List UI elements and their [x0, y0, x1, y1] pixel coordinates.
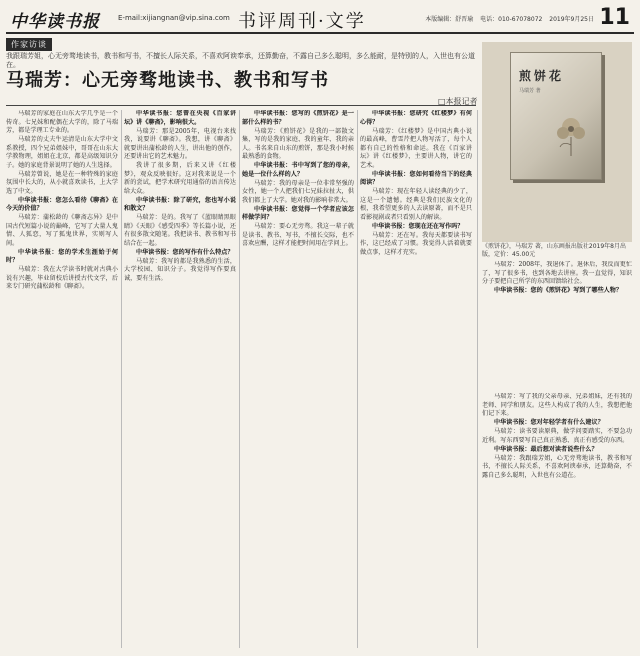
- interview-question: 中华读书报：您觉得一个学者应该怎样做学问？: [242, 205, 354, 221]
- article-column-2: [124, 110, 236, 648]
- masthead: [6, 4, 634, 34]
- book-cover: [510, 52, 602, 180]
- interview-question: 中华读书报：您如何看待当下的经典阅读？: [360, 170, 472, 186]
- article-paragraph: 马瑞芳：那是2005年，电视台来找我，说要讲《聊斋》。我想，讲《聊斋》就要讲出蒲松龄的人生，讲出他的创作，还要讲出它的艺术魅力。: [124, 127, 236, 160]
- article-paragraph: 我讲了很多期，后来又讲《红楼梦》，观众反映很好。这对我来说是一个新的尝试，把学术研究用通俗的语言传达给大众。: [124, 162, 236, 195]
- interview-question: 中华读书报：书中写到了您的母亲，她是一位什么样的人？: [242, 162, 354, 178]
- newspaper-logo: 中华读书报: [10, 12, 100, 32]
- article-column-5: [482, 261, 632, 393]
- column-divider: [121, 110, 122, 648]
- article-paragraph: 马瑞芳：我在大学读书时就对古典小说有兴趣，毕业留校后讲授古代文学，后来专门研究蒲松龄和《聊斋》。: [6, 266, 118, 290]
- interview-question: 中华读书报：您怎么看待《聊斋》在今天的价值？: [6, 196, 118, 212]
- issue-date: 2019年9月25日: [549, 16, 594, 23]
- article-paragraph: 马瑞芳的丈夫牛运清是山东大学中文系教授，四个兄弟姐妹中，哥哥在山东大学教物理，姐姐在北京，都是高级知识分子。她的家庭背景说明了她的人生选择。: [6, 136, 118, 169]
- interview-question: 中华读书报：您现在还在写作吗？: [372, 222, 464, 230]
- divider: [6, 105, 476, 106]
- interview-question: 中华读书报：您对年轻学者有什么建议？: [494, 419, 604, 426]
- article-paragraph: 马瑞芳：写了我的父亲母亲、兄弟姐妹，还有我的老师、同学和朋友。这些人构成了我的人生，我想把他们记下来。: [482, 393, 632, 417]
- masthead-meta: [420, 14, 594, 23]
- book-caption: 《煎饼花》，马瑞芳 著，山东画报出版社2019年8月出版，定价：45.00元: [482, 243, 626, 258]
- page-number: 11: [599, 5, 630, 30]
- editor-email: E-mail:xijiangnan@vip.sina.com: [118, 14, 230, 22]
- article-paragraph: 马瑞芳：《红楼梦》是中国古典小说的最高峰，曹雪芹把人物写活了，每个人都有自己的性格和命运。我在《百家讲坛》讲《红楼梦》，主要讲人物，讲它的艺术。: [360, 127, 472, 169]
- article-paragraph: 马瑞芳：要心无旁骛。我这一辈子就是读书、教书、写书，不擅长交际，也不喜欢应酬，这样才能把时间用在学问上。: [242, 223, 354, 247]
- article-paragraph: 马瑞芳：我跟瑞芳姐，心无旁骛地读书，教书和写书，不擅长人际关系，不喜欢阿谀奉承，还算勤奋，不露自己多么聪明，入世也有公道在。: [482, 454, 632, 479]
- article-paragraph: 马瑞芳：我的母亲是一位非常坚强的女性，她一个人把我们七兄妹拉扯大，供我们都上了大学。她对我的影响非常大。: [242, 179, 354, 204]
- interview-question: 中华读书报：您的写作有什么特点？: [136, 248, 234, 256]
- byline-prefix: □本报记者: [438, 97, 478, 106]
- article-paragraph: 马瑞芳：蒲松龄的《聊斋志异》是中国古代短篇小说的巅峰，它写了大量人鬼情、人狐恋，写了狐鬼世界，实则写人间。: [6, 214, 118, 247]
- column-tag: 作家访谈: [6, 38, 52, 51]
- article-column-1: [6, 110, 118, 648]
- article-column-4: [360, 110, 472, 648]
- editor-credit: 本版编辑：舒晋瑜: [425, 16, 474, 23]
- article-headline: 马瑞芳：心无旁骛地读书、教书和写书: [6, 70, 329, 91]
- interview-question: 中华读书报：您写的《煎饼花》是一部什么样的书？: [242, 110, 354, 126]
- interview-question: 中华读书报：您研究《红楼梦》有何心得？: [360, 110, 472, 126]
- article-paragraph: 马瑞芳：读书要读原典，做学问要踏实，不要急功近利。写东西要写自己真正熟悉、真正有感受的东西。: [482, 428, 632, 444]
- article-paragraph: 马瑞芳：还在写。我每天都要读书写作，这已经成了习惯。我觉得人活着就要做点事，这样才充实。: [360, 231, 472, 256]
- column-divider: [477, 110, 478, 648]
- article-paragraph: 马瑞芳：现在年轻人读经典的少了，这是一个遗憾。经典是我们民族文化的根，我希望更多的人去读原著，而不是只看影视剧或者只看别人的解读。: [360, 188, 472, 221]
- book-cover-title: 煎饼花: [519, 69, 565, 83]
- interview-question: 中华读书报：最后想对读者说些什么？: [494, 445, 598, 453]
- interview-question: 中华读书报：您曾在央视《百家讲坛》讲《聊斋》，影响很大。: [124, 110, 236, 126]
- article-paragraph: 马瑞芳：2008年，我退休了。退休后，我反而更忙了，写了很多书，也到各地去讲座。我一直觉得，知识分子要把自己所学的东西回馈给社会。: [482, 261, 632, 285]
- article-column-3: [242, 110, 354, 648]
- flower-illustration: [551, 111, 591, 157]
- column-divider: [357, 110, 358, 648]
- section-title: 书评周刊·文学: [238, 11, 366, 32]
- intro-quote: 我跟瑞芳姐，心无旁骛地读书，教书和写书，不擅长人际关系，不喜欢阿谀奉承，还算勤奋，不露自己多么聪明，多么能耐，是特别的人，入世也有公道在。: [6, 52, 475, 69]
- phone-number: 电话：010-67078072: [480, 16, 543, 23]
- article-paragraph: 马瑞芳曾说，她是在一种特殊的家庭氛围中长大的，从小就喜欢读书，上大学选了中文。: [6, 170, 118, 195]
- book-image: [482, 42, 632, 242]
- book-cover-author: 马瑞芳 著: [519, 88, 541, 94]
- interview-question: 中华读书报：您的《煎饼花》写到了哪些人物？: [494, 287, 622, 294]
- article-paragraph: 马瑞芳：《煎饼花》是我的一部散文集，写的是我的家庭、我的童年、我的亲人。书名来自山东的煎饼，那是我小时候最熟悉的食物。: [242, 127, 354, 160]
- column-divider: [239, 110, 240, 648]
- article-paragraph: 马瑞芳的家庭在山东大学几乎是一个传奇。七兄妹和配偶在大学的，除了马瑞芳，都是学理工专业的。: [6, 110, 118, 134]
- article-paragraph: 马瑞芳：我写的都是我熟悉的生活，大学校园、知识分子。我觉得写作要真诚，要有生活。: [124, 257, 236, 282]
- interview-question: 中华读书报：除了研究，您也写小说和散文？: [124, 196, 236, 212]
- interview-question: 中华读书报：您的学术生涯始于何时？: [6, 248, 118, 264]
- article-column-6: [482, 393, 632, 648]
- article-paragraph: 马瑞芳：是的。我写了《蓝眼睛黑眼睛》《天眼》《感受四季》等长篇小说，还有很多散文随笔。我把读书、教书和写书结合在一起。: [124, 214, 236, 247]
